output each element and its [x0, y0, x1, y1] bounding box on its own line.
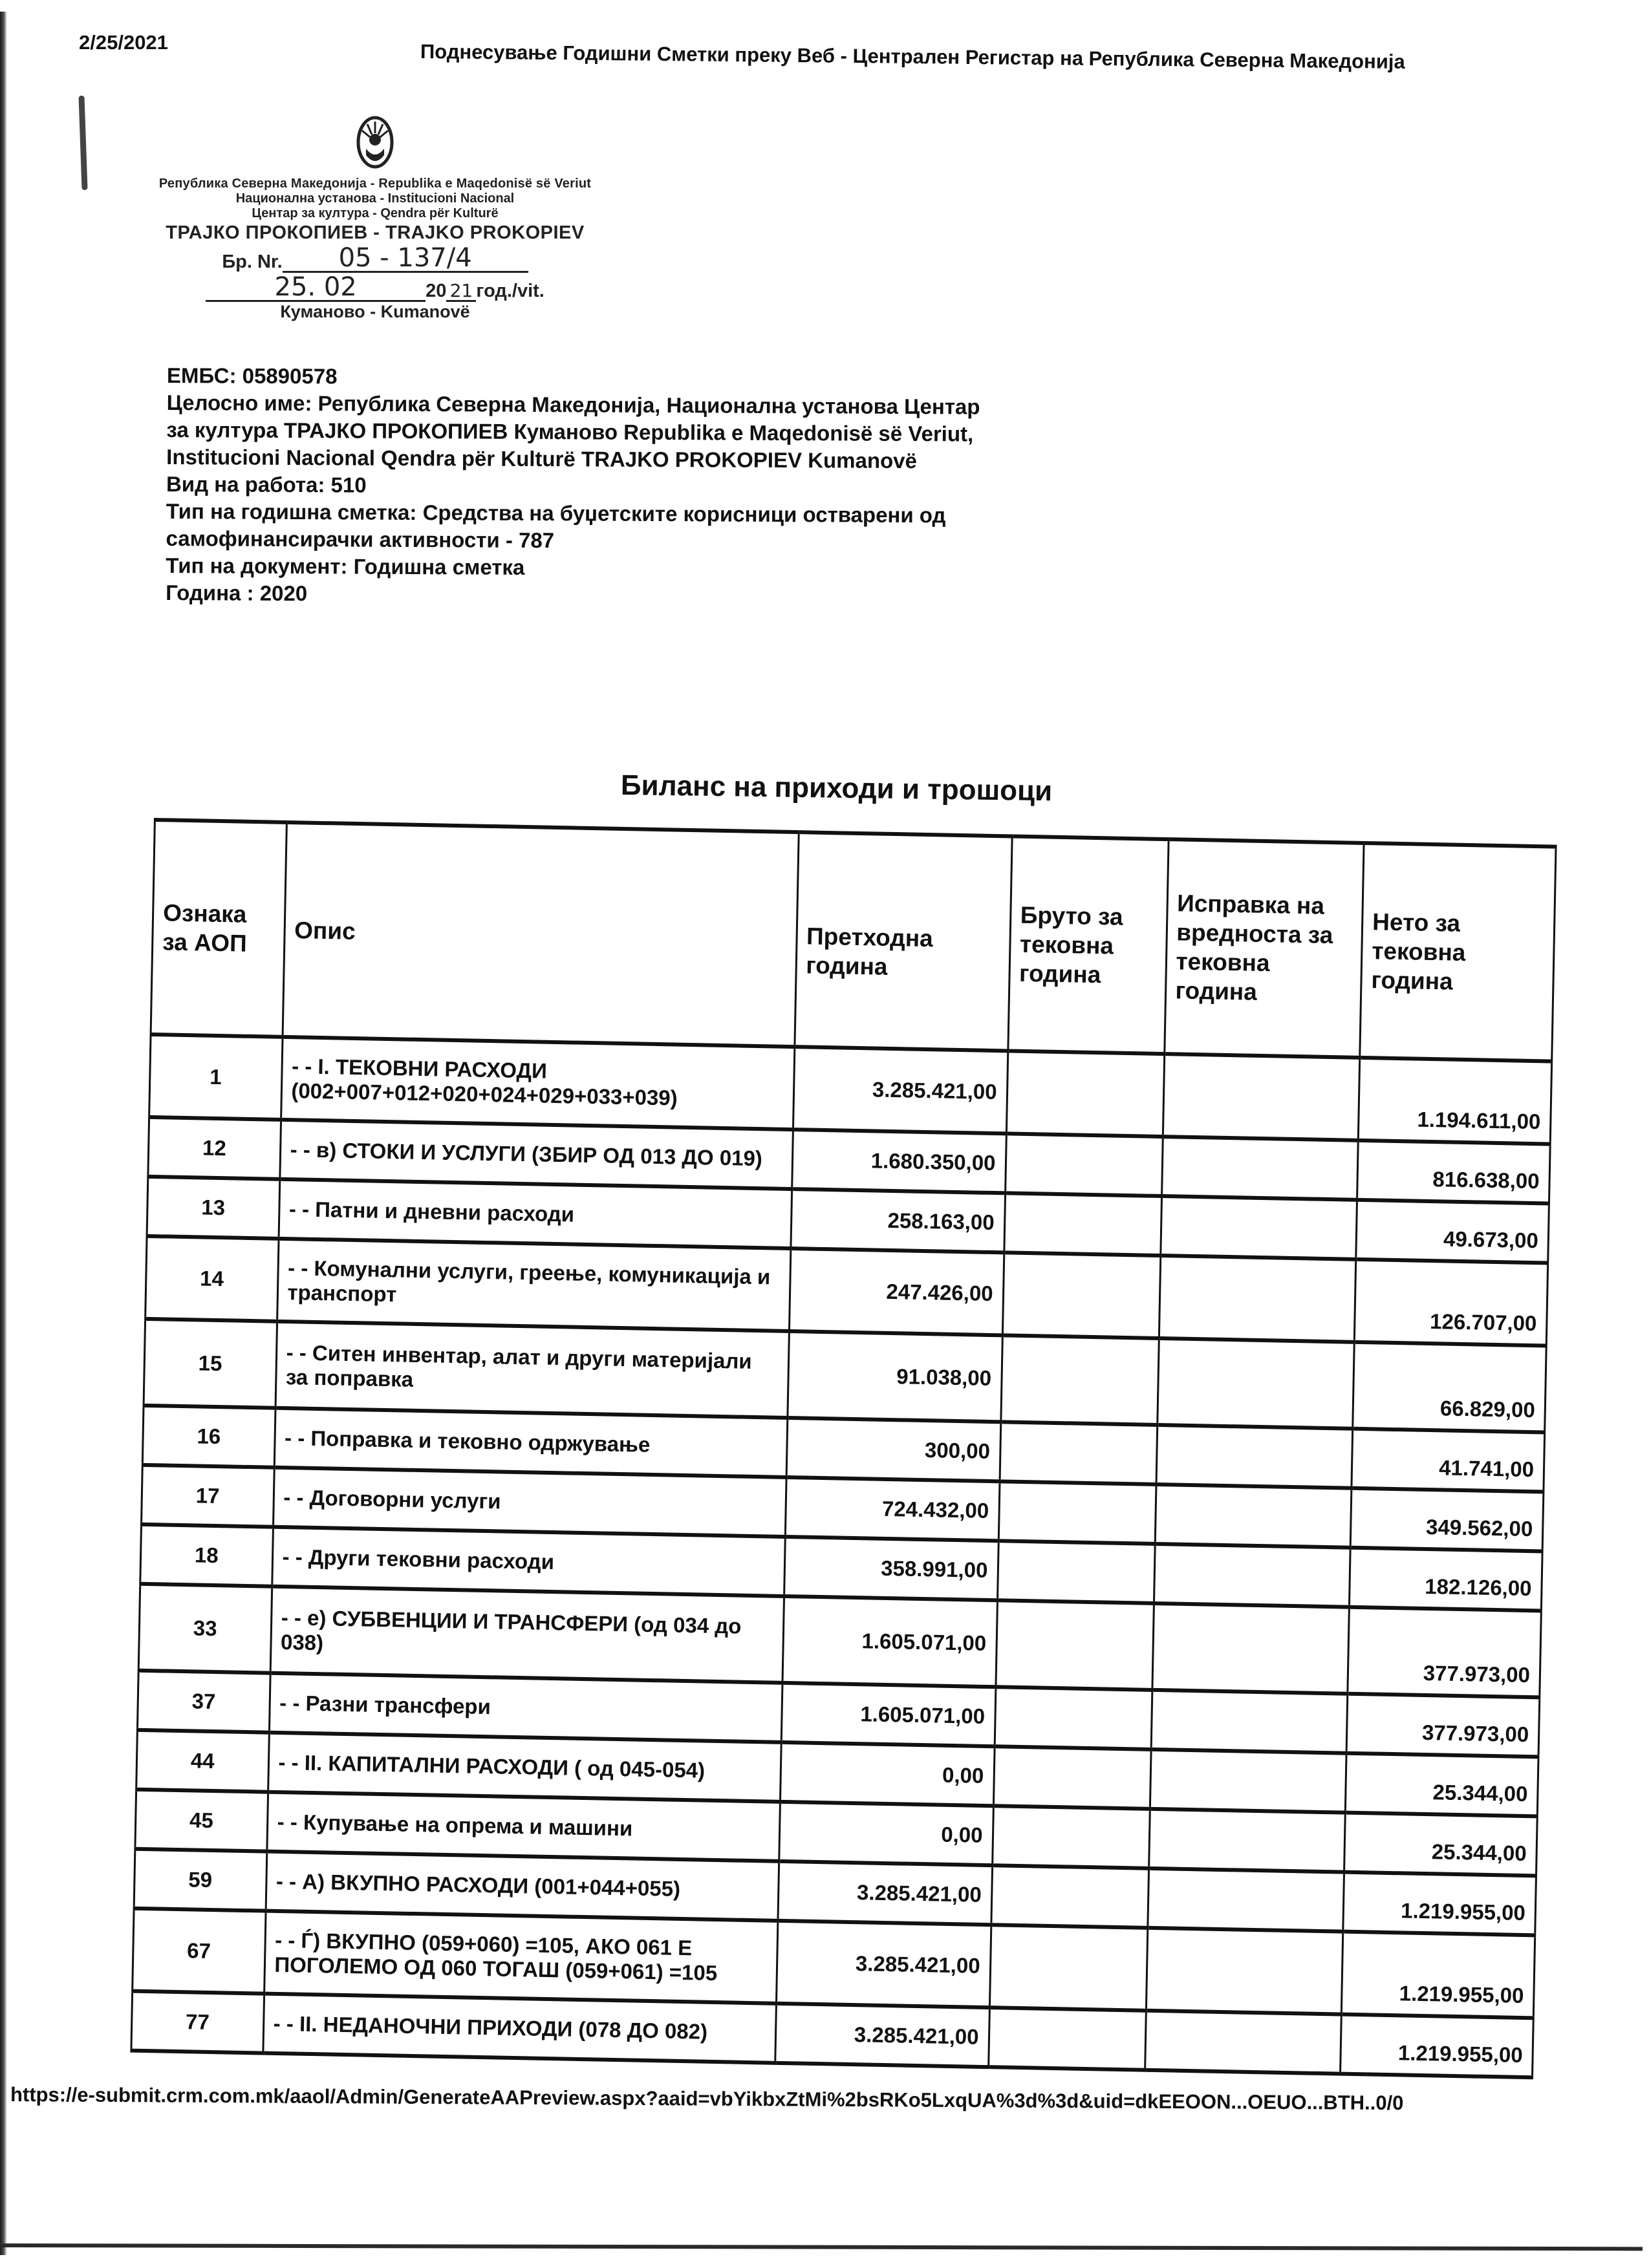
stamp-city: Куманово - Kumanovë	[280, 302, 470, 321]
pen-mark	[78, 96, 87, 190]
prev-year-value: 247.426,00	[789, 1248, 1004, 1335]
net-value: 25.344,00	[1344, 1813, 1538, 1876]
row-description: - - II. КАПИТАЛНИ РАСХОДИ ( од 045-054)	[268, 1733, 781, 1802]
account-type: Тип на годишна сметка: Средства на буџетските корисници остварени од самофинансирачки активности - 787	[166, 498, 946, 553]
adjustment-value	[1157, 1338, 1354, 1429]
aop-code: 12	[148, 1117, 281, 1179]
stamp-number-value: 05 - 137/4	[283, 245, 528, 273]
adjustment-value	[1156, 1425, 1352, 1488]
table-title: Биланс на приходи и трошоци	[620, 769, 1053, 808]
row-description: - - Патни и дневни расходи	[279, 1179, 792, 1248]
aop-code: 14	[146, 1236, 279, 1321]
aop-code: 16	[142, 1406, 275, 1468]
net-value: 25.344,00	[1345, 1753, 1538, 1817]
prev-year-value: 1.605.071,00	[782, 1596, 997, 1687]
prev-year-value: 3.285.421,00	[777, 1861, 992, 1925]
stamp-date-row	[136, 274, 614, 302]
footer-url: https://e-submit.crm.com.mk/aaol/Admin/GenerateAAPreview.aspx?aaid=vbYikbxZtMi%2bsRKo5LxqUA%3d%3d&uid=dkEEOON...OEUO...BTH..0/0	[10, 2083, 1404, 2115]
row-description: - - Други тековни расходи	[272, 1527, 785, 1596]
net-value: 377.973,00	[1346, 1694, 1540, 1757]
gross-value	[1000, 1422, 1158, 1484]
aop-code: 33	[138, 1584, 272, 1673]
row-description: - - Договорни услуги	[273, 1468, 786, 1537]
col-header-desc: Опис	[283, 822, 799, 1047]
gross-value	[1006, 1051, 1164, 1137]
row-description: - - Ѓ) ВКУПНО (059+060) =105, АКО 061 Е ПОГОЛЕМО ОД 060 ТОГАШ (059+061) =105	[264, 1911, 777, 2004]
col-header-prev: Претходна година	[794, 832, 1011, 1051]
aop-code: 17	[142, 1465, 274, 1527]
stamp-year-suffix: год./vit.	[476, 281, 544, 301]
gross-value	[997, 1541, 1155, 1603]
adjustment-value	[1160, 1196, 1357, 1259]
aop-code: 18	[140, 1524, 273, 1587]
gross-value	[1004, 1193, 1161, 1256]
row-description: - - I. ТЕКОВНИ РАСХОДИ (002+007+012+020+024+029+033+039)	[281, 1037, 794, 1129]
scan-edge	[0, 12, 6, 2255]
print-page-title: Поднесување Годишни Сметки преку Веб - Централен Регистар на Република Северна Македонија	[420, 40, 1405, 73]
stamp-center: Центар за култура - Qendra për Kulturë	[252, 206, 499, 220]
aop-code: 37	[137, 1671, 270, 1733]
gross-value	[988, 2007, 1146, 2070]
stamp-country: Република Северна Македонија - Republika e Maqedonisë së Veriut	[158, 177, 592, 191]
row-description: - - Разни трансфери	[269, 1673, 782, 1742]
net-value: 66.829,00	[1353, 1342, 1547, 1433]
net-value: 41.741,00	[1352, 1429, 1545, 1492]
balance-table	[130, 818, 1557, 2079]
prev-year-value: 91.038,00	[787, 1331, 1002, 1422]
adjustment-value	[1152, 1603, 1349, 1694]
net-value: 377.973,00	[1348, 1607, 1542, 1698]
row-description: - - в) СТОКИ И УСЛУГИ (ЗБИР ОД 013 ДО 019)	[279, 1120, 793, 1189]
prev-year-value: 258.163,00	[790, 1189, 1005, 1252]
official-stamp	[136, 115, 614, 322]
gross-value	[993, 1746, 1151, 1809]
row-description: - - е) СУБВЕНЦИИ И ТРАНСФЕРИ (од 034 до 038)	[270, 1587, 784, 1683]
gross-value	[989, 1925, 1147, 2011]
net-value: 349.562,00	[1350, 1488, 1544, 1552]
aop-code: 15	[144, 1319, 277, 1408]
entity-info	[166, 362, 1008, 611]
prev-year-value: 0,00	[779, 1802, 993, 1865]
prev-year-value: 3.285.421,00	[776, 1921, 991, 2007]
col-header-net: Нето за тековна година	[1360, 843, 1556, 1062]
stamp-institution-type: Национална установа - Institucioni Nacional	[235, 191, 515, 206]
gross-value	[991, 1865, 1148, 1928]
prev-year-value: 3.285.421,00	[793, 1047, 1008, 1133]
stamp-number-label: Бр. Nr.	[222, 251, 283, 272]
gross-value	[995, 1687, 1152, 1749]
prev-year-value: 300,00	[786, 1418, 1001, 1481]
net-value: 1.219.955,00	[1341, 2015, 1534, 2078]
adjustment-value	[1147, 1868, 1344, 1932]
aop-code: 59	[134, 1849, 266, 1911]
coat-of-arms-icon	[354, 115, 396, 169]
balance-table-container	[130, 818, 1557, 2079]
adjustment-value	[1155, 1484, 1352, 1548]
gross-value	[992, 1806, 1150, 1868]
gross-value	[998, 1481, 1156, 1544]
table-header-row	[151, 820, 1556, 1062]
full-name: Целосно име: Република Северна Македонија, Национална установа Центар за култура ТРАЈКО ПРОКОПИЕВ Куманово Republika e Maqedonisë së Veriut, Institucioni Nacional Qendra për Kulturë TRAJKO PROKOPIEV Kumanovë	[166, 390, 980, 473]
stamp-number-row	[136, 245, 614, 273]
adjustment-value	[1148, 1809, 1345, 1872]
scan-edge-bottom	[0, 2243, 1643, 2251]
col-header-gross: Бруто за тековна година	[1008, 836, 1168, 1054]
stamp-date-value: 25. 02	[206, 274, 426, 302]
aop-code: 13	[147, 1177, 279, 1239]
document-type: Тип на документ: Годишна сметка	[166, 553, 525, 579]
prev-year-value: 3.285.421,00	[775, 2004, 989, 2067]
net-value: 1.219.955,00	[1341, 1932, 1535, 2018]
aop-code: 45	[135, 1790, 268, 1852]
print-date: 2/25/2021	[79, 31, 168, 54]
prev-year-value: 1.680.350,00	[792, 1129, 1006, 1193]
net-value: 816.638,00	[1357, 1140, 1551, 1204]
report-year: Година : 2020	[166, 580, 308, 606]
adjustment-value	[1159, 1256, 1356, 1342]
aop-code: 44	[136, 1730, 269, 1792]
adjustment-value	[1145, 2011, 1341, 2074]
adjustment-value	[1161, 1137, 1358, 1200]
gross-value	[995, 1600, 1154, 1690]
embs: ЕМБС: 05890578	[166, 363, 338, 389]
adjustment-value	[1150, 1749, 1346, 1813]
adjustment-value	[1163, 1054, 1360, 1140]
aop-code: 1	[149, 1034, 283, 1120]
prev-year-value: 1.605.071,00	[781, 1683, 996, 1746]
aop-code: 77	[131, 1991, 264, 2053]
net-value: 49.673,00	[1356, 1200, 1549, 1263]
col-header-aop: Ознака за АОП	[151, 820, 286, 1037]
row-description: - - Ситен инвентар, алат и други материјали за поправка	[275, 1321, 789, 1418]
adjustment-value	[1154, 1544, 1350, 1607]
row-description: - - II. НЕДАНОЧНИ ПРИХОДИ (078 ДО 082)	[263, 1994, 776, 2063]
adjustment-value	[1151, 1690, 1348, 1753]
adjustment-value	[1146, 1928, 1343, 2015]
net-value: 1.194.611,00	[1358, 1058, 1551, 1144]
gross-value	[1005, 1133, 1163, 1196]
net-value: 182.126,00	[1349, 1548, 1542, 1611]
prev-year-value: 724.432,00	[785, 1477, 1000, 1541]
stamp-name: ТРАЈКО ПРОКОПИЕВ - TRAJKO PROKOPIEV	[166, 222, 585, 243]
stamp-year-value: 21	[446, 282, 476, 302]
prev-year-value: 0,00	[780, 1742, 995, 1806]
row-description: - - А) ВКУПНО РАСХОДИ (001+044+055)	[266, 1852, 779, 1921]
net-value: 1.219.955,00	[1343, 1872, 1536, 1936]
aop-code: 67	[133, 1909, 266, 1994]
net-value: 126.707,00	[1354, 1259, 1547, 1346]
stamp-year-prefix: 20	[426, 281, 447, 301]
prev-year-value: 358.991,00	[784, 1537, 998, 1600]
gross-value	[1002, 1252, 1160, 1338]
activity-code: Вид на работа: 510	[166, 471, 367, 497]
col-header-adj: Исправка на вредноста за тековна година	[1164, 839, 1364, 1058]
row-description: - - Поправка и тековно одржување	[274, 1408, 788, 1477]
gross-value	[1000, 1335, 1159, 1425]
row-description: - - Комунални услуги, греење, комуникација и транспорт	[277, 1239, 790, 1331]
row-description: - - Купување на опрема и машини	[266, 1792, 780, 1861]
